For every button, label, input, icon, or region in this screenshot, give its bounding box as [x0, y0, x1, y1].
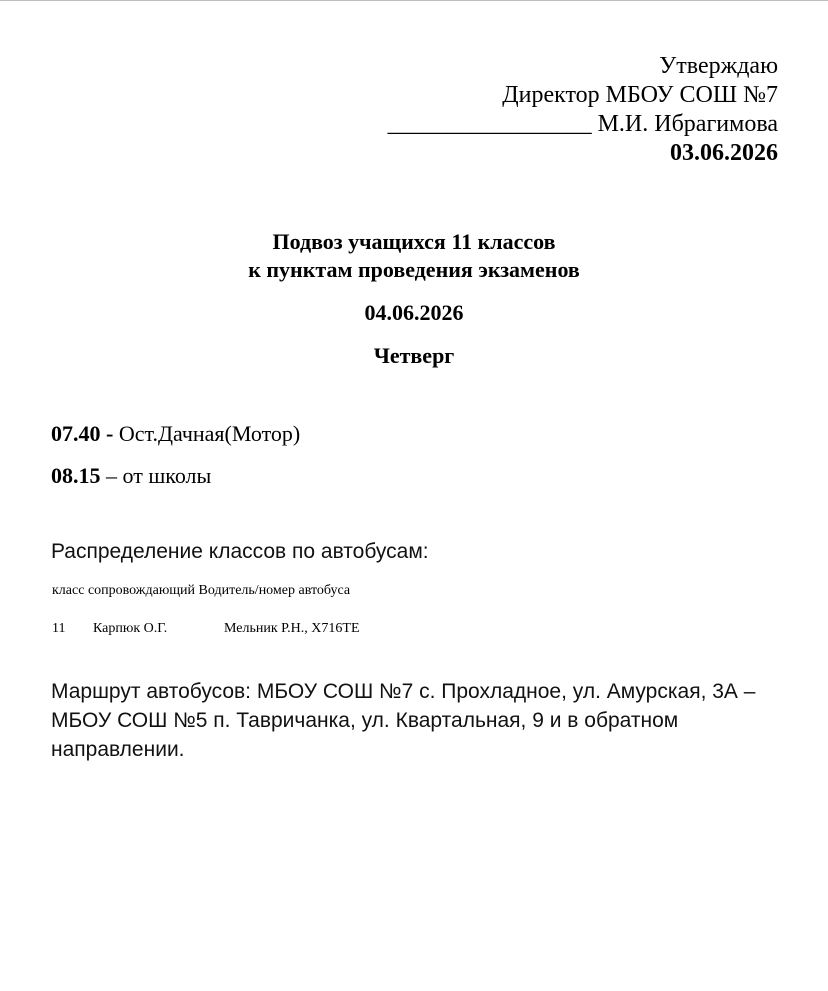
- approval-block: [388, 52, 778, 168]
- table-cell-escort: Карпюк О.Г.: [93, 621, 168, 636]
- header-driver: Водитель/номер автобуса: [198, 583, 351, 598]
- distribution-heading: Распределение классов по автобусам:: [51, 540, 429, 563]
- table-header: [52, 582, 350, 600]
- header-class: класс: [52, 583, 85, 598]
- signature-line: _________________: [387, 111, 592, 137]
- schedule-item: [51, 462, 211, 490]
- header-escort: сопровождающий: [87, 583, 196, 598]
- table-cell-driver: Мельник Р.Н., Х716ТЕ: [224, 621, 360, 636]
- schedule-place: Ост.Дачная(Мотор): [113, 421, 301, 446]
- exam-date: 04.06.2026: [364, 300, 464, 325]
- top-border: [0, 0, 828, 1]
- schedule-time: 07.40 -: [51, 421, 114, 446]
- exam-weekday: Четверг: [373, 343, 455, 368]
- approval-signature: [388, 110, 778, 139]
- table-cell-class: 11: [52, 621, 66, 636]
- schedule-place: – от школы: [100, 463, 212, 488]
- approval-date: 03.06.2026: [670, 140, 778, 166]
- schedule-time: 08.15: [51, 463, 101, 488]
- approval-heading: Утверждаю: [659, 53, 778, 79]
- document-title-line1: Подвоз учащихся 11 классов: [272, 229, 556, 254]
- approval-position: Директор МБОУ СОШ №7: [502, 82, 778, 108]
- document-title-line2: к пунктам проведения экзаменов: [248, 257, 580, 282]
- schedule-item: [51, 420, 300, 448]
- approver-name: М.И. Ибрагимова: [597, 111, 778, 137]
- route-description: Маршрут автобусов: МБОУ СОШ №7 с. Прохладное, ул. Амурская, 3А – МБОУ СОШ №5 п. Тавричанка, ул. Квартальная, 9 и в обратном направлении.: [51, 680, 756, 761]
